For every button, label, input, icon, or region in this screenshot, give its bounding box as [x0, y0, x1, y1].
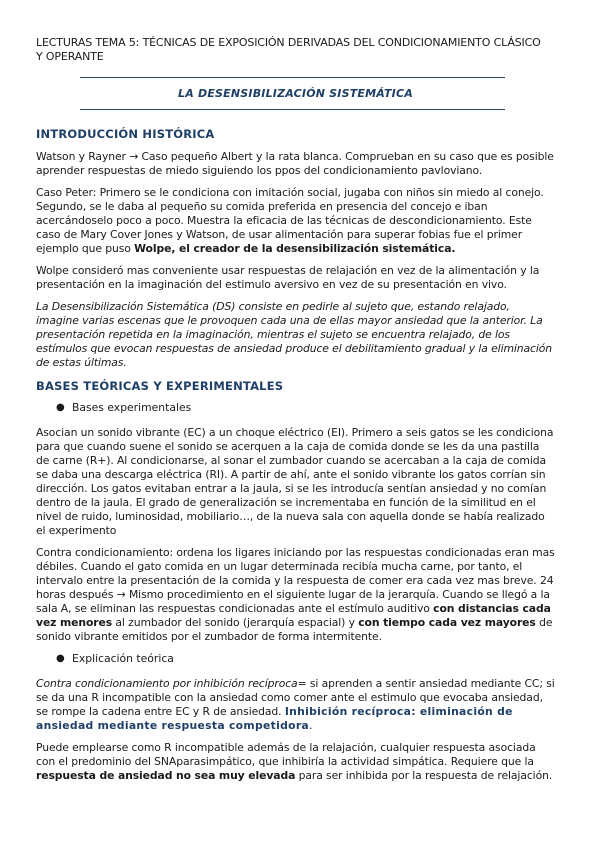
paragraph-ds-definition: La Desensibilización Sistemática (DS) consiste en pedirle al sujeto que, estando relajado, imagine varias escenas que le provoquen cada una de ellas mayor ansiedad que la anterior. La presentación repetida en la imaginación, mientras el sujeto se encuentra relajado, de los estímulos que evocan respuestas de ansiedad produce el debilitamiento gradual y la eliminación de estas últimas. — [36, 300, 553, 369]
paragraph-gatos: Asocian un sonido vibrante (EC) a un choque eléctrico (EI). Primero a seis gatos se les condiciona para que cuando suene el sonido se acerquen a la caja de comida donde se les da una pastilla de carne (R+). Al condicionarse, al sonar el zumbador cuando se acercaban a la caja de comida se daba una descarga eléctrica (RI). A partir de ahí, ante el sonido vibrante los gatos corrían sin dirección. Los gatos evitaban entrar a la jaula, si se les introducía sentían ansiedad y no comían dentro de la jaula. El grado de generalización se incrementaba en función de la similitud en el nivel de ruido, luminosidad, mobiliario…, de la nueva sala con aquella donde se había realizado el experimento — [36, 426, 554, 537]
cc-text-a: Contra condicionamiento: ordena los ligares iniciando por las respuestas condicionadas eran mas débiles. Cuando el gato comida en un lugar determinada recibía mucha carne, por tanto, el intervalo entre la presentación de la comida y la respuesta de comer era cada vez mas breve. 24 horas después → Mismo procedimiento en el siguiente lugar de la jerarquía. Cuando se llegó a la sala A, se eliminan las respuestas condicionadas ante el estímulo auditivo — [36, 546, 555, 615]
inhibicion-bold: Inhibición recíproca: eliminación de ansiedad mediante respuesta competidora — [36, 705, 513, 732]
cc-text-c: al zumbador del sonido (jerarquía espacial) y — [112, 616, 359, 629]
paragraph-caso-peter — [36, 186, 555, 256]
cc-bold-2: con tiempo cada vez mayores — [358, 616, 536, 629]
bullet-label: Explicación teórica — [72, 652, 174, 665]
heading-bases: BASES TEÓRICAS Y EXPERIMENTALES — [36, 379, 284, 393]
paragraph-wolpe: Wolpe consideró mas conveniente usar respuestas de relajación en vez de la alimentación y la presentación en la imaginación del estimulo aversivo en vez de su presentación en vivo. — [36, 264, 540, 291]
caso-peter-bold: Wolpe, el creador de la desensibilización sistemática. — [134, 242, 456, 255]
title-rule-top — [80, 77, 505, 78]
bullet-bases-experimentales — [36, 401, 555, 415]
paragraph-inhibicion-reciproca — [36, 677, 555, 733]
cc-text-d: de sonido vibrante emitidos por el zumbador de forma intermitente. — [36, 616, 553, 643]
ri-text-a: Puede emplearse como R incompatible además de la relajación, cualquier respuesta asociada con el predominio del SNAparasimpático, que inhibiría la actividad simpática. Requiere que la — [36, 741, 536, 768]
paragraph-watson: Watson y Rayner → Caso pequeño Albert y la rata blanca. Comprueban en su caso que es posible aprender respuestas de miedo siguiendo los ppos del condicionamiento pavloviano. — [36, 150, 554, 177]
bullet-explicacion-teorica — [36, 652, 555, 666]
inhibicion-end: . — [309, 719, 313, 732]
running-header-line-2: Y OPERANTE — [36, 50, 104, 63]
bullet-dot-icon: ● — [56, 653, 65, 664]
bullet-label: Bases experimentales — [72, 401, 192, 414]
paragraph-contra-condicionamiento — [36, 546, 555, 644]
heading-introduccion: INTRODUCCIÓN HISTÓRICA — [36, 127, 215, 141]
inhibicion-italic: Contra condicionamiento por inhibición recíproca= — [36, 677, 307, 690]
cc-bold-1: con distancias cada vez menores — [36, 602, 551, 629]
running-header-line-1: LECTURAS TEMA 5: TÉCNICAS DE EXPOSICIÓN DERIVADAS DEL CONDICIONAMIENTO CLÁSICO — [36, 36, 541, 49]
ri-bold: respuesta de ansiedad no sea muy elevada — [36, 769, 296, 782]
bullet-dot-icon: ● — [56, 402, 65, 413]
title-rule-bottom — [80, 109, 505, 110]
ri-text-b: para ser inhibida por la respuesta de relajación. — [295, 769, 553, 782]
document-title: LA DESENSIBILIZACIÓN SISTEMÁTICA — [178, 87, 413, 100]
caso-peter-text: Caso Peter: Primero se le condiciona con imitación social, jugaba con niños sin miedo al conejo. Segundo, se le daba al pequeño su comida preferida en presencia del concejo e iban acercándoselo poco a poco. Muestra la eficacia de las técnicas de descondicionamiento. Este caso de Mary Cover Jones y Watson, de usar alimentación para superar fobias fue el primer ejemplo que puso — [36, 186, 544, 255]
paragraph-respuesta-incompatible — [36, 741, 555, 783]
inhibicion-text: si aprenden a sentir ansiedad mediante CC; si se da una R incompatible con la ansiedad como comer ante el estimulo que evocaba ansiedad, se rompe la cadena entre EC y R de ansiedad. — [36, 677, 555, 718]
